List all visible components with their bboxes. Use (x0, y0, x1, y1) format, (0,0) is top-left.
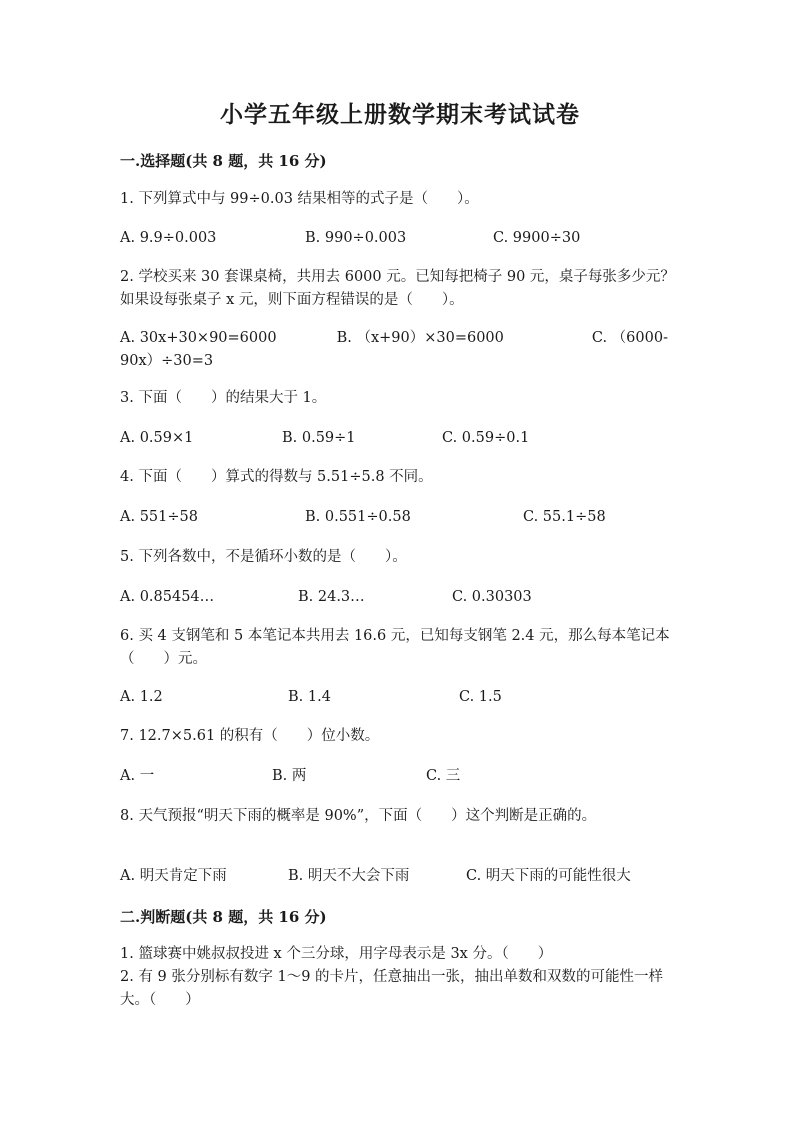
question-5-options (120, 586, 680, 609)
option-c: C. 明天下雨的可能性很大 (466, 868, 631, 884)
option-c: C. 三 (426, 768, 461, 784)
question-7-options (120, 765, 680, 788)
option-b: B. 990÷0.003 (305, 230, 407, 246)
question-1: 1. 下列算式中与 99÷0.03 结果相等的式子是（ ）。 (120, 191, 479, 207)
question-8: 8. 天气预报“明天下雨的概率是 90%”，下面（ ）这个判断是正确的。 (120, 808, 597, 824)
option-c: C. 1.5 (459, 689, 502, 705)
option-c: C. 9900÷30 (493, 230, 581, 246)
question-2-options (120, 327, 680, 373)
option-a: A. 9.9÷0.003 (120, 230, 217, 246)
option-a: A. 一 (120, 768, 155, 784)
option-a: A. 30x+30×90=6000 (120, 330, 277, 346)
option-a: A. 1.2 (120, 689, 163, 705)
judgment-question-2: 2. 有 9 张分别标有数字 1～9 的卡片，任意抽出一张，抽出单数和双数的可能性一样大。（ ） (120, 969, 664, 1008)
exam-title: 小学五年级上册数学期末考试试卷 (220, 101, 580, 128)
option-b: B. 0.59÷1 (282, 430, 356, 446)
option-b: B. （x+90）×30=6000 (336, 330, 504, 346)
option-c: C. （6000-90x）÷30=3 (120, 330, 668, 369)
question-8-options (120, 865, 680, 888)
option-a: A. 明天肯定下雨 (120, 868, 227, 884)
section-header-judgment: 二.判断题(共 8 题，共 16 分) (120, 908, 327, 926)
question-4: 4. 下面（ ）算式的得数与 5.51÷5.8 不同。 (120, 469, 433, 485)
option-b: B. 明天不大会下雨 (288, 868, 410, 884)
question-6: 6. 买 4 支钢笔和 5 本笔记本共用去 16.6 元，已知每支钢笔 2.4 元，那么每本笔记本（ ）元。 (120, 628, 670, 667)
option-b: B. 0.551÷0.58 (305, 509, 411, 525)
judgment-question-1: 1. 篮球赛中姚叔叔投进 x 个三分球，用字母表示是 3x 分。（ ） (120, 946, 553, 962)
option-a: A. 0.59×1 (120, 430, 194, 446)
question-5: 5. 下列各数中，不是循环小数的是（ ）。 (120, 549, 407, 565)
option-b: B. 两 (272, 768, 307, 784)
option-a: A. 551÷58 (120, 509, 198, 525)
question-4-options (120, 506, 680, 529)
option-b: B. 1.4 (288, 689, 331, 705)
question-2: 2. 学校买来 30 套课桌椅，共用去 6000 元。已知每把椅子 90 元，桌子每张多少元？如果设每张桌子 x 元，则下面方程错误的是（ ）。 (120, 269, 675, 308)
question-6-options (120, 686, 680, 709)
option-b: B. 24.3… (298, 589, 365, 605)
question-3: 3. 下面（ ）的结果大于 1。 (120, 390, 327, 406)
question-1-options (120, 227, 680, 250)
option-c: C. 55.1÷58 (523, 509, 606, 525)
question-7: 7. 12.7×5.61 的积有（ ）位小数。 (120, 728, 380, 744)
option-a: A. 0.85454… (120, 589, 215, 605)
section-header-choice: 一.选择题(共 8 题，共 16 分) (120, 152, 327, 170)
option-c: C. 0.30303 (452, 589, 532, 605)
option-c: C. 0.59÷0.1 (442, 430, 530, 446)
question-3-options (120, 427, 680, 450)
